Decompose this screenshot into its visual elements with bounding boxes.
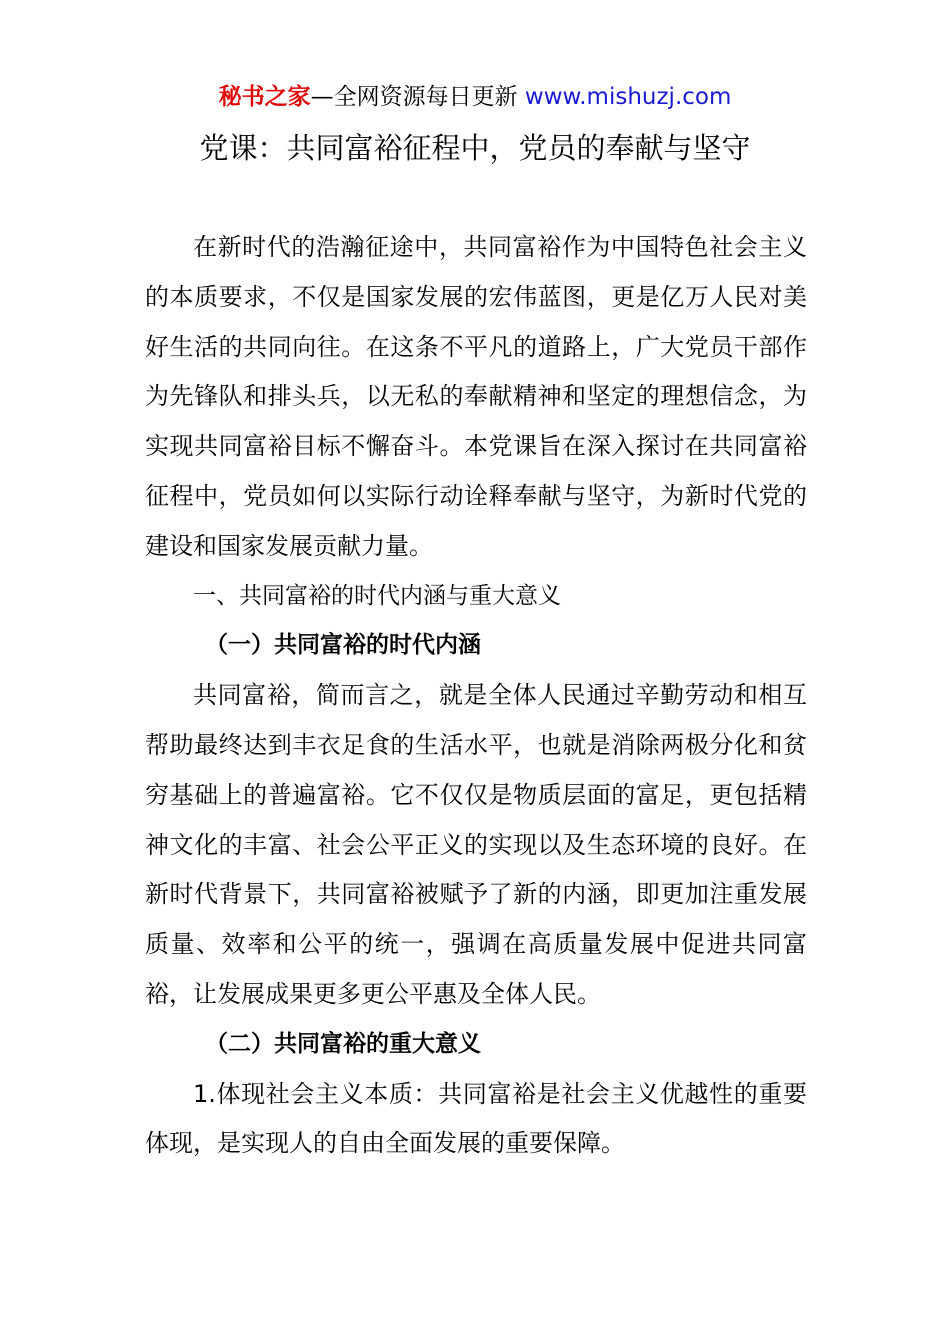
point-1-paragraph: 1.体现社会主义本质：共同富裕是社会主义优越性的重要体现，是实现人的自由全面发展的重要保障。 bbox=[145, 1079, 807, 1158]
site-header bbox=[0, 82, 950, 112]
site-brand: 秘书之家 bbox=[218, 84, 311, 110]
site-tagline: —全网资源每日更新 bbox=[310, 84, 525, 110]
site-url-link[interactable]: www.mishuzj.com bbox=[524, 84, 732, 110]
section-heading-1: 一、共同富裕的时代内涵与重大意义 bbox=[193, 582, 561, 609]
document-title: 党课：共同富裕征程中，党员的奉献与坚守 bbox=[199, 131, 751, 165]
document-body bbox=[145, 223, 807, 1169]
subsection-1-paragraph: 共同富裕，简而言之，就是全体人民通过辛勤劳动和相互帮助最终达到丰衣足食的生活水平，也就是消除两极分化和贫穷基础上的普遍富裕。它不仅仅是物质层面的富足，更包括精神文化的丰富、社会公平正义的实现以及生态环境的良好。在新时代背景下，共同富裕被赋予了新的内涵，即更加注重发展质量、效率和公平的统一，强调在高质量发展中促进共同富裕，让发展成果更多更公平惠及全体人民。 bbox=[145, 681, 807, 1008]
subsection-heading-1: （一）共同富裕的时代内涵 bbox=[205, 632, 481, 659]
subsection-heading-2: （二）共同富裕的重大意义 bbox=[205, 1030, 481, 1057]
intro-paragraph: 在新时代的浩瀚征途中，共同富裕作为中国特色社会主义的本质要求，不仅是国家发展的宏伟蓝图，更是亿万人民对美好生活的共同向往。在这条不平凡的道路上，广大党员干部作为先锋队和排头兵，以无私的奉献精神和坚定的理想信念，为实现共同富裕目标不懈奋斗。本党课旨在深入探讨在共同富裕征程中，党员如何以实际行动诠释奉献与坚守，为新时代党的建设和国家发展贡献力量。 bbox=[145, 233, 807, 560]
